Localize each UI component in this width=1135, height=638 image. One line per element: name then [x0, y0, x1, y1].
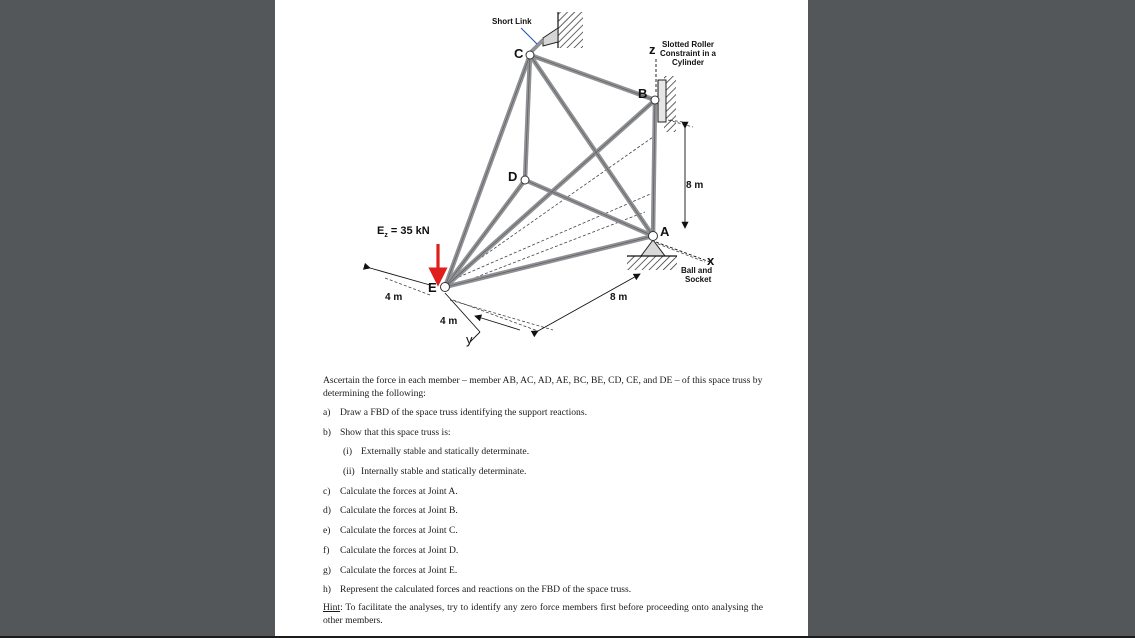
- joint-e-label: E: [428, 280, 437, 295]
- problem-intro: Ascertain the force in each member – member AB, AC, AD, AE, BC, BE, CD, CE, and DE – of this space truss by determining the following:: [323, 375, 763, 399]
- list-item-g: g) Calculate the forces at Joint E.: [323, 564, 458, 576]
- hint-label: Hint: [323, 602, 341, 614]
- joint-a-node: [649, 232, 658, 241]
- dim-width-right-label: 4 m: [440, 316, 458, 327]
- joint-b-label: B: [638, 86, 648, 101]
- wall-hatch-top: [558, 12, 583, 48]
- hint-paragraph: [323, 601, 763, 627]
- list-item-h: h) Represent the calculated forces and reactions on the FBD of the space truss.: [323, 584, 632, 596]
- dim-depth-label: 8 m: [610, 292, 628, 303]
- roller-label-line3: Cylinder: [672, 58, 705, 67]
- roller-label-line1: Slotted Roller: [662, 40, 715, 49]
- hint-text: : To facilitate the analyses, try to identify any zero force members first before proceeding onto analysing the other members.: [323, 602, 763, 627]
- dashed-guides: [385, 120, 705, 331]
- list-item-e: e) Calculate the forces at Joint C.: [323, 525, 458, 537]
- dim-width-left-line: [370, 268, 430, 285]
- dim-width-left-label: 4 m: [385, 292, 403, 303]
- list-item-a: a) Draw a FBD of the space truss identifying the support reactions.: [323, 407, 587, 418]
- x-axis-label: x: [707, 253, 715, 268]
- list-item-d: d) Calculate the forces at Joint B.: [323, 505, 458, 517]
- document-page: [275, 0, 808, 636]
- list-item-f: f) Calculate the forces at Joint D.: [323, 544, 459, 556]
- short-link-label: Short Link: [492, 17, 532, 26]
- joint-c-label: C: [514, 46, 524, 61]
- joint-d-label: D: [508, 169, 518, 184]
- short-link-support: [531, 12, 583, 52]
- list-item-c: c) Calculate the forces at Joint A.: [323, 485, 458, 497]
- list-subitem-ii: (ii) Internally stable and statically determinate.: [343, 466, 527, 478]
- list-item-b: b) Show that this space truss is:: [323, 426, 451, 438]
- space-truss-diagram: [275, 0, 808, 370]
- load-label: $E_z = 35$ kN: [377, 225, 430, 239]
- z-axis-label: z: [649, 42, 656, 57]
- dim-height-label: 8 m: [686, 180, 704, 191]
- ball-socket-label-line1: Ball and: [681, 266, 713, 275]
- list-subitem-i: (i) Externally stable and statically determinate.: [343, 446, 530, 458]
- ball-socket-support: [627, 240, 677, 270]
- y-axis-label: y: [466, 332, 473, 347]
- roller-label-line2: Constraint in a: [660, 49, 717, 58]
- problem-text: [323, 374, 763, 627]
- joint-e-node: [441, 283, 450, 292]
- truss-members: [445, 55, 655, 287]
- joint-d-node: [521, 176, 529, 184]
- joint-b-node: [651, 96, 659, 104]
- joint-a-label: A: [660, 224, 670, 239]
- ball-socket-label-line2: Socket: [685, 275, 712, 284]
- slotted-roller-support: [658, 76, 676, 132]
- joint-c-node: [526, 51, 534, 59]
